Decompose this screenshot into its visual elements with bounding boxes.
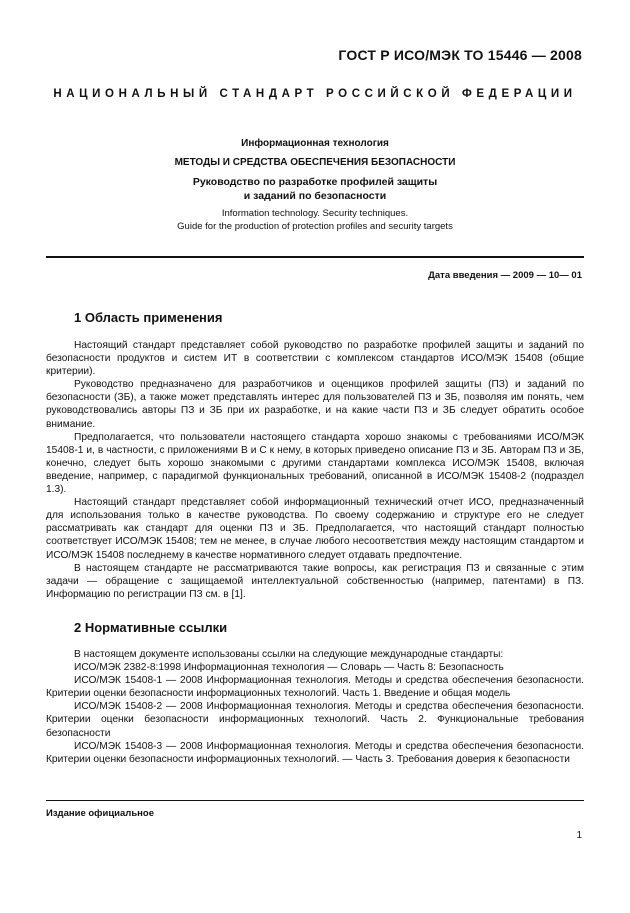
paragraph: Настоящий стандарт представляет собой руководство по разработке профилей защиты и заданий по безопасности продуктов и систем ИТ в соответствии с комплексом стандартов ИСО/МЭК 15408 (общие критерии). (46, 340, 584, 378)
section-2-heading: 2 Нормативные ссылки (74, 620, 228, 635)
title-line-1: Информационная технология (241, 138, 389, 149)
standard-code: ГОСТ Р ИСО/МЭК ТО 15446 — 2008 (338, 47, 582, 63)
section-1-body (46, 339, 584, 601)
paragraph: В настоящем документе использованы ссылки на следующие международные стандарты: (74, 649, 504, 660)
page-number: 1 (576, 830, 582, 841)
paragraph: Руководство предназначено для разработчиков и оценщиков профилей защиты (ПЗ) и заданий по безопасности (ЗБ), а также может представлять интерес для пользователей ПЗ и ЗБ, позволяя им понять, чем руководствовались авторы ПЗ и ЗБ при их разработке, и на какие части ПЗ и ЗБ следует обратить особое внимание. (46, 379, 584, 430)
paragraph: Настоящий стандарт представляет собой информационный технический отчет ИСО, предназначенный для использования только в качестве руководства. По своему содержанию и структуре его не следует рассматривать как стандарт для оценки ПЗ и ЗБ. Предполагается, что настоящий стандарт полностью соответствует ИСО/МЭК 15408; тем не менее, в случае любого несоответствия между настоящим стандартом и ИСО/МЭК 15408 последнему в качестве нормативного следует отдавать предпочтение. (46, 497, 584, 561)
top-divider (46, 256, 584, 258)
title-block (46, 138, 584, 233)
date-of-introduction: Дата введения — 2009 — 10— 01 (428, 270, 582, 281)
paragraph: В настоящем стандарте не рассматриваются такие вопросы, как регистрация ПЗ и связанные с этим задачи — обращение с защищаемой интеллектуальной собственностью (например, патентами) в ПЗ. Информацию по регистрации ПЗ см. в [1]. (46, 562, 584, 600)
paragraph: Предполагается, что пользователи настоящего стандарта хорошо знакомы с требованиями ИСО/МЭК 15408-1 и, в частности, с приложениями В и С к нему, в которых приведено описание ПЗ и ЗБ. Авторам ПЗ и ЗБ, конечно, следует быть хорошо знакомыми с другими стандартами комплекса ИСО/МЭК 15408, включая введение, например, с парадигмой функциональных требований, описанной в ИСО/МЭК 15408-2 (подраздел 1.3). (46, 431, 584, 496)
national-standard-banner: НАЦИОНАЛЬНЫЙ СТАНДАРТ РОССИЙСКОЙ ФЕДЕРАЦИИ (53, 88, 577, 100)
section-2-body (46, 648, 584, 766)
english-title (46, 207, 584, 233)
reference-item: ИСО/МЭК 15408-3 — 2008 Информационная технология. Методы и средства обеспечения безопасности. Критерии оценки безопасности информационных технологий. — Часть 3. Требования доверия к безопасности (46, 740, 584, 765)
title-line-3b: и заданий по безопасности (243, 190, 387, 202)
reference-item: ИСО/МЭК 15408-1 — 2008 Информационная технология. Методы и средства обеспечения безопасности. Критерии оценки безопасности информационных технологий. Часть 1. Введение и общая модель (46, 675, 584, 700)
section-1-heading: 1 Область применения (74, 310, 223, 325)
official-edition-label: Издание официальное (46, 808, 154, 819)
reference-item: ИСО/МЭК 15408-2 — 2008 Информационная технология. Методы и средства обеспечения безопасности. Критерии оценки безопасности информационных технологий. Часть 2. Функциональные требования безопасности (46, 701, 584, 739)
bottom-divider (46, 800, 584, 801)
title-line-2: МЕТОДЫ И СРЕДСТВА ОБЕСПЕЧЕНИЯ БЕЗОПАСНОСТИ (174, 157, 456, 168)
english-title-2: Guide for the production of protection profiles and security targets (177, 221, 453, 232)
reference-item: ИСО/МЭК 2382-8:1998 Информационная технология — Словарь — Часть 8: Безопасность (74, 662, 504, 674)
title-line-3a: Руководство по разработке профилей защиты (192, 176, 438, 188)
english-title-1: Information technology. Security techniques. (221, 208, 409, 219)
title-line-3 (46, 175, 584, 203)
